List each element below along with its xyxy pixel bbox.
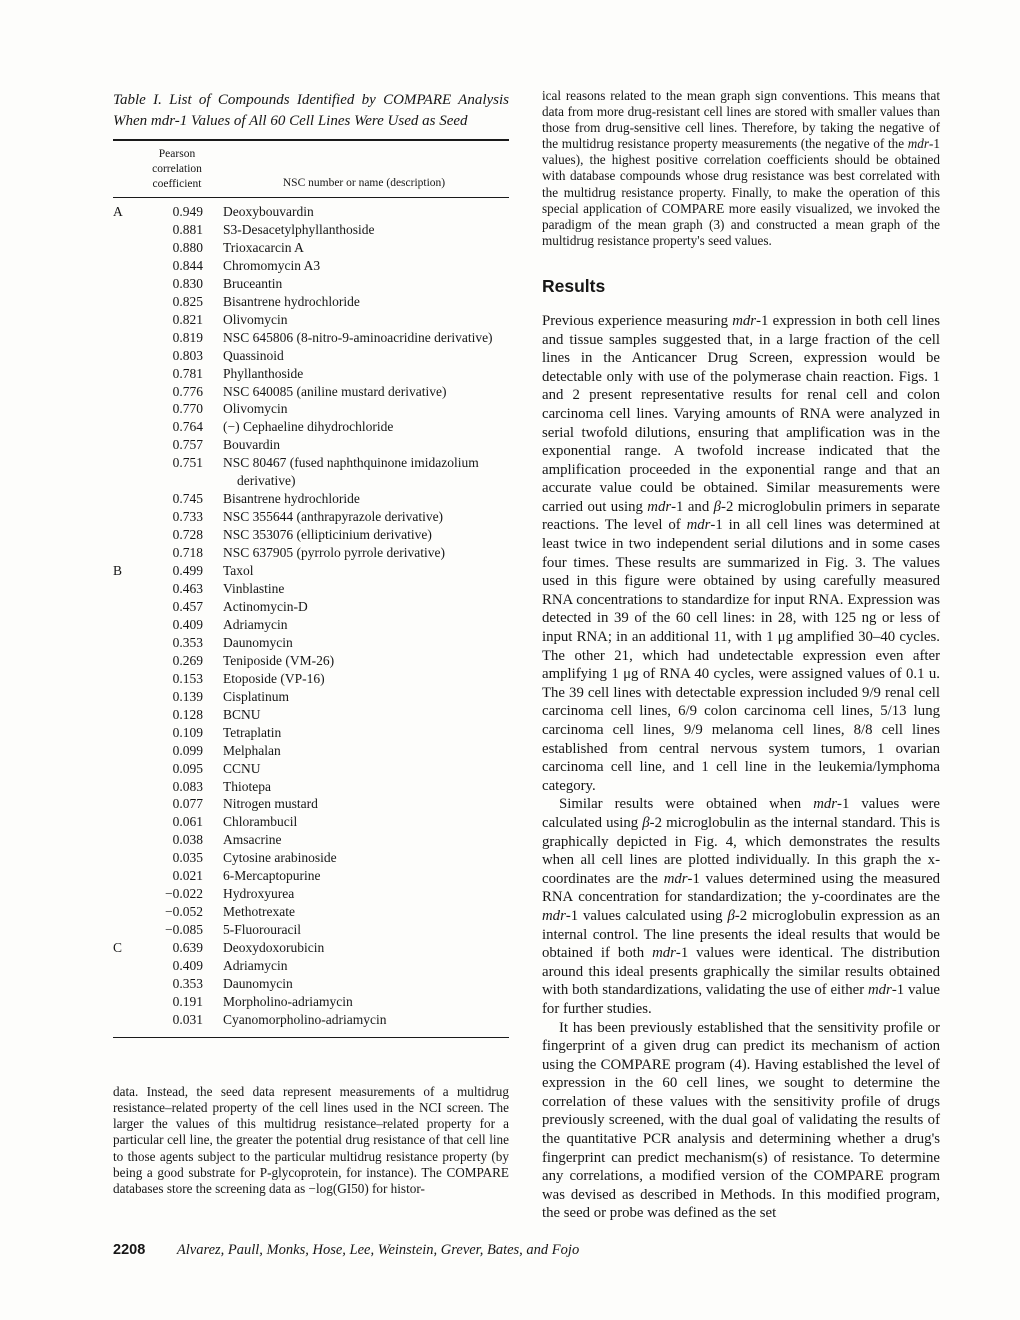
table-row <box>113 778 509 796</box>
compound-name-cell: Tetraplatin <box>223 724 282 740</box>
coefficient-cell: 0.409 <box>172 616 203 632</box>
compound-name-cell: NSC 80467 (fused naphthquinone imidazolium derivative) <box>223 455 479 489</box>
coefficient-cell: 0.077 <box>172 796 203 812</box>
coefficient-cell: 0.728 <box>172 527 203 543</box>
group-label-cell <box>113 598 139 616</box>
table-row <box>113 867 509 885</box>
coefficient-cell: 0.409 <box>172 958 203 974</box>
table-header-row <box>113 141 509 197</box>
coefficient-cell: 0.745 <box>172 491 203 507</box>
compound-name-cell: Phyllanthoside <box>223 365 304 381</box>
coefficient-cell: 0.353 <box>172 975 203 991</box>
coefficient-cell: 0.095 <box>172 760 203 776</box>
group-label-cell <box>113 903 139 921</box>
group-label-cell <box>113 706 139 724</box>
group-label-cell <box>113 526 139 544</box>
group-label-cell <box>113 490 139 508</box>
table-row <box>113 634 509 652</box>
group-label-cell <box>113 742 139 760</box>
coefficient-cell: 0.880 <box>172 239 203 255</box>
coefficient-cell: 0.191 <box>172 993 203 1009</box>
group-label-cell <box>113 957 139 975</box>
coefficient-cell: 0.819 <box>172 329 203 345</box>
group-label-cell <box>113 688 139 706</box>
group-label-cell: B <box>113 563 123 579</box>
table-row <box>113 670 509 688</box>
compound-name-cell: Adriamycin <box>223 958 288 974</box>
group-label-cell <box>113 634 139 652</box>
coefficient-cell: 0.825 <box>172 293 203 309</box>
left-column <box>113 90 509 1210</box>
coefficient-cell: 0.757 <box>172 437 203 453</box>
coefficient-cell: 0.781 <box>172 365 203 381</box>
table-row <box>113 544 509 562</box>
compound-name-cell: Olivomycin <box>223 311 288 327</box>
coefficient-cell: 0.821 <box>172 311 203 327</box>
table-row <box>113 688 509 706</box>
column-header-pearson: Pearson correlation coefficient <box>152 148 202 190</box>
group-label-cell <box>113 778 139 796</box>
table-row <box>113 939 509 957</box>
table-row <box>113 275 509 293</box>
group-label-cell <box>113 347 139 365</box>
table-row <box>113 885 509 903</box>
table-row <box>113 365 509 383</box>
table-footnote: data. Instead, the seed data represent measurements of a multidrug resistance–related property of the cell lines used in the NCI screen. The larger the values of this multidrug resistance–related property for a particular cell line, the greater the potential drug resistance of that cell line to those agents subject to the particular multidrug resistance property (by being a good substrate for P-glycoprotein, for instance). The COMPARE databases store the screening data as −log(GI50) for histor- <box>113 1083 509 1197</box>
table-row <box>113 724 509 742</box>
coefficient-cell: 0.639 <box>172 940 203 956</box>
coefficient-cell: 0.035 <box>172 850 203 866</box>
group-label-cell <box>113 365 139 383</box>
footnote-continuation: ical reasons related to the mean graph sign conventions. This means that data from more drug-resistant cell lines are stored with smaller values than those from drug-sensitive cell lines. Therefore, by taking the negative of the multidrug resistance property measurements (the negative of the mdr-1 values), the highest positive correlation coefficients should be obtained with database compounds whose drug resistance was best correlated with the multidrug resistance property. Finally, to make the operation of this special application of COMPARE more easily visualized, we invoked the paradigm of the mean graph (3) and constructed a mean graph of the multidrug resistance property's seed values. <box>542 88 940 248</box>
coefficient-cell: 0.776 <box>172 383 203 399</box>
group-label-cell <box>113 400 139 418</box>
table-row <box>113 508 509 526</box>
table-row <box>113 383 509 401</box>
compound-name-cell: Nitrogen mustard <box>223 796 318 812</box>
column-header-nsc: NSC number or name (description) <box>282 177 446 189</box>
table-row <box>113 706 509 724</box>
results-paragraph-2: Similar results were obtained when mdr-1 values were calculated using β-2 microglobulin as the internal standard. This is graphically depicted in Fig. 4, which demonstrates the results when all cell lines are plotted individually. In this graph the x-coordinates are the mdr-1 values determined using the measured RNA concentration for standardization; the y-coordinates are the mdr-1 values calculated using β-2 microglobulin expression as an internal control. The line presents the ideal results that would be obtained if both mdr-1 values were identical. The distribution around this ideal presents graphically the similar results obtained with both standardizations, validating the use of either mdr-1 value for further studies. <box>542 796 940 1017</box>
table-row <box>113 957 509 975</box>
compound-name-cell: Teniposide (VM-26) <box>223 652 335 668</box>
coefficient-cell: 0.764 <box>172 419 203 435</box>
coefficient-cell: −0.085 <box>165 922 203 938</box>
compound-name-cell: (−) Cephaeline dihydrochloride <box>223 419 394 435</box>
group-label-cell <box>113 544 139 562</box>
table-row <box>113 598 509 616</box>
group-label-cell <box>113 993 139 1011</box>
compound-name-cell: Actinomycin-D <box>223 598 308 614</box>
table-row <box>113 293 509 311</box>
running-authors: Alvarez, Paull, Monks, Hose, Lee, Weinstein, Grever, Bates, and Fojo <box>176 1242 580 1258</box>
group-label-cell <box>113 418 139 436</box>
table-row <box>113 203 509 221</box>
group-label-cell <box>113 849 139 867</box>
compound-name-cell: Deoxydoxorubicin <box>223 940 325 956</box>
coefficient-cell: 0.353 <box>172 634 203 650</box>
compound-name-cell: Bouvardin <box>223 437 280 453</box>
table-row <box>113 742 509 760</box>
results-paragraph-3: It has been previously established that the sensitivity profile or fingerprint of a given drug can predict its mechanism of action using the COMPARE program (4). Having established the level of expression in the 60 cell lines, we sought to determine the correlation of these values with the sensitivity profile of drugs previously screened, with the dual goal of validating the results of the quantitative PCR analysis and determining whether a drug's fingerprint can predict mechanism(s) of resistance. To determine any correlations, a modified version of the COMPARE program was devised as described in Methods. In this modified program, the seed or probe was defined as the set <box>542 1019 940 1222</box>
table-row <box>113 813 509 831</box>
table-row <box>113 1011 509 1029</box>
table-row <box>113 903 509 921</box>
compound-name-cell: Chlorambucil <box>223 814 298 830</box>
coefficient-cell: −0.052 <box>165 904 203 920</box>
compound-name-cell: Cyanomorpholino-adriamycin <box>223 1011 387 1027</box>
compound-name-cell: Bisantrene hydrochloride <box>223 491 360 507</box>
table-row <box>113 975 509 993</box>
table-row <box>113 418 509 436</box>
compound-name-cell: Daunomycin <box>223 634 293 650</box>
coefficient-cell: 0.269 <box>172 652 203 668</box>
table-row <box>113 347 509 365</box>
group-label-cell <box>113 670 139 688</box>
group-label-cell <box>113 921 139 939</box>
compound-name-cell: Taxol <box>223 563 254 579</box>
compound-name-cell: Etoposide (VP-16) <box>223 670 325 686</box>
compound-name-cell: Thiotepa <box>223 778 271 794</box>
coefficient-cell: 0.881 <box>172 221 203 237</box>
group-label-cell <box>113 311 139 329</box>
group-label-cell <box>113 293 139 311</box>
table-row <box>113 993 509 1011</box>
group-label-cell <box>113 221 139 239</box>
coefficient-cell: 0.949 <box>172 204 203 219</box>
table-row <box>113 221 509 239</box>
coefficient-cell: 0.463 <box>172 581 203 597</box>
group-label-cell <box>113 454 139 490</box>
coefficient-cell: 0.109 <box>172 724 203 740</box>
table-row <box>113 257 509 275</box>
coefficient-cell: 0.803 <box>172 347 203 363</box>
table-row <box>113 849 509 867</box>
table-row <box>113 436 509 454</box>
compound-name-cell: Methotrexate <box>223 904 295 920</box>
compound-name-cell: Morpholino-adriamycin <box>223 993 353 1009</box>
coefficient-cell: 0.021 <box>172 868 203 884</box>
compound-name-cell: Vinblastine <box>223 581 285 597</box>
group-label-cell <box>113 1011 139 1029</box>
table-row <box>113 526 509 544</box>
table-title: Table I. List of Compounds Identified by COMPARE Analysis When mdr-1 Values of All 60 Cell Lines Were Used as Seed <box>113 92 509 129</box>
compound-name-cell: Cisplatinum <box>223 688 290 704</box>
table-row <box>113 562 509 580</box>
table-row <box>113 239 509 257</box>
coefficient-cell: 0.128 <box>172 706 203 722</box>
compound-name-cell: Deoxybouvardin <box>223 204 314 219</box>
group-label-cell <box>113 257 139 275</box>
compound-name-cell: Melphalan <box>223 742 281 758</box>
right-column <box>542 88 940 1223</box>
coefficient-cell: 0.457 <box>172 598 203 614</box>
table-row <box>113 760 509 778</box>
compound-name-cell: Bruceantin <box>223 275 283 291</box>
group-label-cell <box>113 436 139 454</box>
coefficient-cell: 0.031 <box>172 1011 203 1027</box>
coefficient-cell: 0.718 <box>172 545 203 561</box>
table-row <box>113 329 509 347</box>
compound-name-cell: Bisantrene hydrochloride <box>223 293 360 309</box>
coefficient-cell: 0.499 <box>172 563 203 579</box>
table-row <box>113 454 509 490</box>
group-label-cell <box>113 867 139 885</box>
compound-name-cell: NSC 645806 (8-nitro-9-aminoacridine derivative) <box>223 329 493 345</box>
group-label-cell <box>113 508 139 526</box>
compound-name-cell: NSC 355644 (anthrapyrazole derivative) <box>223 509 444 525</box>
group-label-cell <box>113 275 139 293</box>
compound-name-cell: Chromomycin A3 <box>223 257 321 273</box>
group-label-cell <box>113 760 139 778</box>
table-row <box>113 831 509 849</box>
compound-name-cell: NSC 637905 (pyrrolo pyrrole derivative) <box>223 545 445 561</box>
compound-name-cell: NSC 640085 (aniline mustard derivative) <box>223 383 447 399</box>
compound-table-body <box>113 198 509 1037</box>
table-row <box>113 580 509 598</box>
coefficient-cell: 0.733 <box>172 509 203 525</box>
group-label-cell <box>113 975 139 993</box>
table-row <box>113 652 509 670</box>
coefficient-cell: 0.844 <box>172 257 203 273</box>
compound-name-cell: Olivomycin <box>223 401 288 417</box>
group-label-cell <box>113 580 139 598</box>
coefficient-cell: 0.153 <box>172 670 203 686</box>
group-label-cell: C <box>113 940 123 956</box>
group-label-cell <box>113 885 139 903</box>
group-label-cell <box>113 831 139 849</box>
group-label-cell: A <box>113 204 123 219</box>
compound-name-cell: Adriamycin <box>223 616 288 632</box>
table-row <box>113 490 509 508</box>
group-label-cell <box>113 239 139 257</box>
coefficient-cell: 0.061 <box>172 814 203 830</box>
group-label-cell <box>113 616 139 634</box>
group-label-cell <box>113 383 139 401</box>
results-heading: Results <box>542 275 606 296</box>
compound-name-cell: Hydroxyurea <box>223 886 295 902</box>
table-row <box>113 311 509 329</box>
coefficient-cell: 0.139 <box>172 688 203 704</box>
compound-name-cell: Cytosine arabinoside <box>223 850 337 866</box>
coefficient-cell: 0.099 <box>172 742 203 758</box>
page-footer <box>113 1242 943 1259</box>
compound-name-cell: 5-Fluorouracil <box>223 922 301 938</box>
compound-name-cell: BCNU <box>223 706 261 722</box>
group-label-cell <box>113 813 139 831</box>
table-rule-bottom <box>113 1037 509 1038</box>
table-row <box>113 921 509 939</box>
compound-name-cell: S3-Desacetylphyllanthoside <box>223 221 375 237</box>
group-label-cell <box>113 795 139 813</box>
table-row <box>113 400 509 418</box>
coefficient-cell: 0.751 <box>172 455 203 471</box>
group-label-cell <box>113 724 139 742</box>
coefficient-cell: 0.830 <box>172 275 203 291</box>
coefficient-cell: 0.770 <box>172 401 203 417</box>
compound-name-cell: NSC 353076 (ellipticinium derivative) <box>223 527 432 543</box>
page-number: 2208 <box>113 1242 146 1258</box>
table-row <box>113 616 509 634</box>
compound-name-cell: Quassinoid <box>223 347 284 363</box>
coefficient-cell: 0.038 <box>172 832 203 848</box>
group-label-cell <box>113 329 139 347</box>
compound-name-cell: Trioxacarcin A <box>223 239 304 255</box>
group-label-cell <box>113 652 139 670</box>
coefficient-cell: 0.083 <box>172 778 203 794</box>
compound-name-cell: CCNU <box>223 760 261 776</box>
table-row <box>113 795 509 813</box>
results-paragraph-1: Previous experience measuring mdr-1 expression in both cell lines and tissue samples suggested that, in a large fraction of the cell lines in the Anticancer Drug Screen, expression would be detectable only with use of the polymerase chain reaction. Figs. 1 and 2 present representative results for renal cell and colon carcinoma cell lines. Varying amounts of RNA were analyzed in serial twofold dilutions, ensuring that amplification was in the exponential range. A twofold increase indicated that the amplification proceeded in the exponential range and that an accurate value could be obtained. Similar measurements were carried out using mdr-1 and β-2 microglobulin primers in separate reactions. The level of mdr-1 in all cell lines was determined at least twice in two independent serial dilutions and in some cases four times. These results are summarized in Fig. 3. The values used in this figure were obtained by using carefully measured RNA concentrations to standardize for input RNA. Expression was detected in 39 of the 60 cell lines: in 28, with 125 ng or less of input RNA; in an additional 11, with 1 μg amplified 30–40 cycles. The other 21, which had undetectable expression even after amplifying 1 μg of RNA 40 cycles, were assigned values of 0.1 u. The 39 cell lines with detectable expression included 9/9 renal cell carcinoma cell lines, 6/9 colon carcinoma cell lines, 5/13 lung carcinoma cell lines, 9/9 melanoma cell lines, 8/8 cell lines established from central nervous system tumors, 1 ovarian carcinoma cell line, and 1 cell line in the leukemia/lymphoma category. <box>542 312 941 794</box>
compound-name-cell: Amsacrine <box>223 832 282 848</box>
compound-name-cell: 6-Mercaptopurine <box>223 868 321 884</box>
coefficient-cell: −0.022 <box>165 886 203 902</box>
compound-name-cell: Daunomycin <box>223 975 293 991</box>
